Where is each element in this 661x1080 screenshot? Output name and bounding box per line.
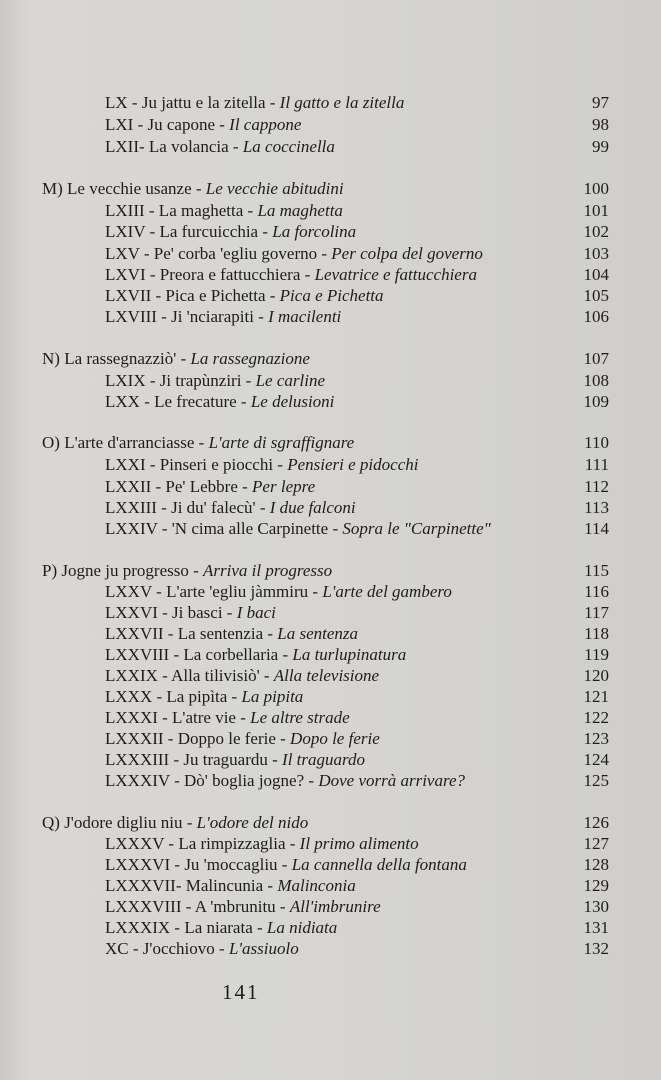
toc-entry: [0, 370, 661, 392]
toc-title: [42, 178, 344, 200]
italian-translation: All'imbrunire: [289, 897, 381, 916]
toc-title: [42, 812, 308, 834]
entry-dialect-title: LXXXV - La rimpizzaglia -: [105, 834, 300, 853]
entry-dialect-title: XC - J'occhiovo -: [105, 939, 229, 958]
toc-page-number: 130: [583, 897, 609, 916]
toc-page-number: 109: [583, 392, 609, 411]
toc-title: [105, 454, 418, 476]
italian-translation: La sentenza: [277, 624, 359, 643]
toc-entry: [0, 770, 661, 792]
toc-section: [0, 178, 661, 200]
toc-entry: [0, 136, 661, 158]
toc-entry: [0, 221, 661, 243]
italian-translation: Le carline: [255, 371, 325, 390]
toc-entry: [0, 602, 661, 624]
entry-dialect-title: LXXIII - Ji du' falecù' -: [105, 498, 270, 517]
section-dialect-title: M) Le vecchie usanze -: [42, 179, 206, 198]
toc-entry: [0, 896, 661, 918]
toc-page-number: 102: [583, 222, 609, 241]
toc-title: [105, 370, 325, 392]
toc-entry: [0, 391, 661, 413]
toc-section: [0, 812, 661, 834]
toc-page-number: 124: [583, 750, 609, 769]
toc-page-number: 115: [584, 561, 609, 580]
toc-title: [105, 896, 381, 918]
entry-dialect-title: LXIX - Ji trapùnziri -: [105, 371, 256, 390]
toc-title: [105, 833, 419, 855]
entry-dialect-title: LXX - Le frecature -: [105, 392, 251, 411]
toc-title: [105, 770, 465, 792]
entry-dialect-title: LXXXVII- Malincunia -: [105, 876, 278, 895]
entry-dialect-title: LXXVII - La sentenzia -: [105, 624, 278, 643]
entry-dialect-title: LXXII - Pe' Lebbre -: [105, 477, 253, 496]
toc-page-number: 123: [583, 729, 609, 748]
entry-dialect-title: LXXX - La pipìta -: [105, 687, 242, 706]
toc-entry: [0, 833, 661, 855]
toc-title: [105, 243, 483, 265]
italian-translation: Il cappone: [229, 115, 302, 134]
toc-page-number: 131: [583, 918, 609, 937]
italian-translation: Per colpa del governo: [331, 244, 483, 263]
entry-dialect-title: LXXXVI - Ju 'moccagliu -: [105, 855, 292, 874]
toc-page-number: 107: [583, 349, 609, 368]
toc-entry: [0, 854, 661, 876]
toc-entry: [0, 454, 661, 476]
italian-translation: Alla televisione: [273, 666, 380, 685]
toc-page-number: 118: [584, 624, 609, 643]
entry-dialect-title: LXXXIII - Ju traguardu -: [105, 750, 283, 769]
entry-dialect-title: LXXXIX - La niarata -: [105, 918, 267, 937]
italian-translation: L'assiuolo: [228, 939, 299, 958]
entry-dialect-title: LXII- La volancia -: [105, 137, 243, 156]
italian-translation: La forcolina: [272, 222, 357, 241]
toc-page-number: 98: [592, 115, 609, 134]
italian-translation: Malinconia: [277, 876, 356, 895]
toc-page-number: 114: [584, 519, 609, 538]
italian-translation: La turlupinatura: [292, 645, 407, 664]
toc-page-number: 112: [584, 477, 609, 496]
toc-page-number: 127: [583, 834, 609, 853]
italian-translation: Pica e Pichetta: [279, 286, 384, 305]
toc-entry: [0, 623, 661, 645]
italian-translation: L'odore del nido: [196, 813, 309, 832]
toc-title: [105, 92, 404, 114]
toc-title: [105, 854, 467, 876]
section-dialect-title: Q) J'odore digliu niu -: [42, 813, 197, 832]
italian-translation: Le vecchie abitudini: [205, 179, 344, 198]
toc-entry: [0, 749, 661, 771]
entry-dialect-title: LXI - Ju capone -: [105, 115, 230, 134]
italian-translation: L'arte del gambero: [322, 582, 452, 601]
toc-title: [105, 200, 343, 222]
toc-entry: [0, 665, 661, 687]
toc-title: [105, 285, 384, 307]
toc-page-number: 129: [583, 876, 609, 895]
entry-dialect-title: LXXV - L'arte 'egliu jàmmiru -: [105, 582, 323, 601]
toc-page-number: 105: [583, 286, 609, 305]
entry-dialect-title: LXXIV - 'N cima alle Carpinette -: [105, 519, 343, 538]
italian-translation: La coccinella: [242, 137, 335, 156]
toc-entry: [0, 476, 661, 498]
entry-dialect-title: LXXVIII - La corbellaria -: [105, 645, 293, 664]
italian-translation: I baci: [236, 603, 276, 622]
entry-dialect-title: LXXXVIII - A 'mbrunitu -: [105, 897, 290, 916]
entry-dialect-title: LXXXIV - Dò' boglia jogne? -: [105, 771, 319, 790]
entry-dialect-title: LXXXI - L'atre vie -: [105, 708, 251, 727]
italian-translation: Dopo le ferie: [290, 729, 380, 748]
toc-page-number: 128: [583, 855, 609, 874]
italian-translation: Le altre strade: [250, 708, 350, 727]
entry-dialect-title: LXIV - La furcuicchia -: [105, 222, 273, 241]
toc-page-number: 121: [583, 687, 609, 706]
italian-translation: Il gatto e la zitella: [279, 93, 405, 112]
italian-translation: Sopra le "Carpinette": [342, 519, 491, 538]
toc-page-number: 119: [584, 645, 609, 664]
italian-translation: Il primo alimento: [299, 834, 419, 853]
page-number: 141: [222, 980, 260, 1004]
toc-title: [42, 432, 354, 454]
toc-page-number: 97: [592, 93, 609, 112]
toc-entry: [0, 518, 661, 540]
toc-page-number: 101: [583, 201, 609, 220]
toc-title: [105, 917, 337, 939]
italian-translation: Le delusioni: [250, 392, 335, 411]
section-dialect-title: N) La rassegnazziò' -: [42, 349, 191, 368]
toc-title: [105, 497, 356, 519]
toc-entry: [0, 264, 661, 286]
italian-translation: La nidiata: [266, 918, 338, 937]
entry-dialect-title: LXXI - Pinseri e piocchi -: [105, 455, 288, 474]
toc-title: [105, 875, 356, 897]
toc-title: [105, 476, 315, 498]
toc-title: [105, 728, 380, 750]
italian-translation: La maghetta: [257, 201, 343, 220]
entry-dialect-title: LXXIX - Alla tilivisiò' -: [105, 666, 274, 685]
toc-title: [105, 644, 406, 666]
toc-page-number: 104: [583, 265, 609, 284]
toc-title: [105, 581, 452, 603]
toc-title: [105, 518, 491, 540]
toc-title: [105, 264, 477, 286]
section-dialect-title: P) Jogne ju progresso -: [42, 561, 204, 580]
entry-dialect-title: LXVIII - Ji 'nciarapiti -: [105, 307, 269, 326]
italian-translation: Il traguardo: [282, 750, 365, 769]
italian-translation: I due falconi: [269, 498, 356, 517]
toc-title: [105, 665, 379, 687]
italian-translation: La pipita: [241, 687, 304, 706]
italian-translation: I macilenti: [268, 307, 342, 326]
toc-title: [42, 348, 310, 370]
toc-section: [0, 560, 661, 582]
toc-title: [105, 136, 335, 158]
toc-page-number: 126: [583, 813, 609, 832]
toc-title: [105, 306, 341, 328]
toc-entry: [0, 581, 661, 603]
toc-page-number: 106: [583, 307, 609, 326]
toc-title: [105, 391, 334, 413]
toc-page-number: 132: [583, 939, 609, 958]
entry-dialect-title: LXIII - La maghetta -: [105, 201, 258, 220]
toc-entry: [0, 728, 661, 750]
toc-entry: [0, 114, 661, 136]
entry-dialect-title: LXXXII - Doppo le ferie -: [105, 729, 291, 748]
toc-section: [0, 348, 661, 370]
entry-dialect-title: LXVII - Pica e Pichetta -: [105, 286, 280, 305]
entry-dialect-title: LXV - Pe' corba 'egliu governo -: [105, 244, 332, 263]
italian-translation: La rassegnazione: [190, 349, 310, 368]
toc-title: [105, 686, 303, 708]
italian-translation: Per lepre: [252, 477, 316, 496]
toc-page-number: 111: [584, 455, 609, 474]
toc-page-number: 117: [584, 603, 609, 622]
entry-dialect-title: LXXVI - Ji basci -: [105, 603, 237, 622]
toc-title: [105, 749, 365, 771]
toc-page-number: 125: [583, 771, 609, 790]
toc-page-number: 122: [583, 708, 609, 727]
toc-title: [105, 623, 358, 645]
italian-translation: Arriva il progresso: [203, 561, 333, 580]
toc-page-number: 113: [584, 498, 609, 517]
toc-page-number: 103: [583, 244, 609, 263]
toc-page-number: 116: [584, 582, 609, 601]
toc-entry: [0, 497, 661, 519]
toc-entry: [0, 917, 661, 939]
toc-title: [105, 114, 301, 136]
entry-dialect-title: LX - Ju jattu e la zitella -: [105, 93, 280, 112]
toc-title: [105, 707, 350, 729]
section-dialect-title: O) L'arte d'arranciasse -: [42, 433, 209, 452]
toc-entry: [0, 285, 661, 307]
italian-translation: Dove vorrà arrivare?: [318, 771, 466, 790]
toc-title: [105, 602, 276, 624]
toc-section: [0, 432, 661, 454]
italian-translation: La cannella della fontana: [291, 855, 467, 874]
toc-page-number: 108: [583, 371, 609, 390]
toc-entry: [0, 707, 661, 729]
italian-translation: Pensieri e pidocchi: [287, 455, 419, 474]
toc-page-number: 110: [584, 433, 609, 452]
toc-title: [105, 221, 356, 243]
toc-entry: [0, 686, 661, 708]
toc-entry: [0, 938, 661, 960]
toc-entry: [0, 875, 661, 897]
italian-translation: Levatrice e fattucchiera: [314, 265, 477, 284]
toc-page-number: 100: [583, 179, 609, 198]
toc-entry: [0, 200, 661, 222]
toc-entry: [0, 644, 661, 666]
toc-entry: [0, 243, 661, 265]
toc-title: [42, 560, 332, 582]
italian-translation: L'arte di sgraffignare: [208, 433, 355, 452]
toc-page-number: 99: [592, 137, 609, 156]
entry-dialect-title: LXVI - Preora e fattucchiera -: [105, 265, 315, 284]
toc-page-number: 120: [583, 666, 609, 685]
toc-title: [105, 938, 299, 960]
toc-entry: [0, 92, 661, 114]
toc-entry: [0, 306, 661, 328]
